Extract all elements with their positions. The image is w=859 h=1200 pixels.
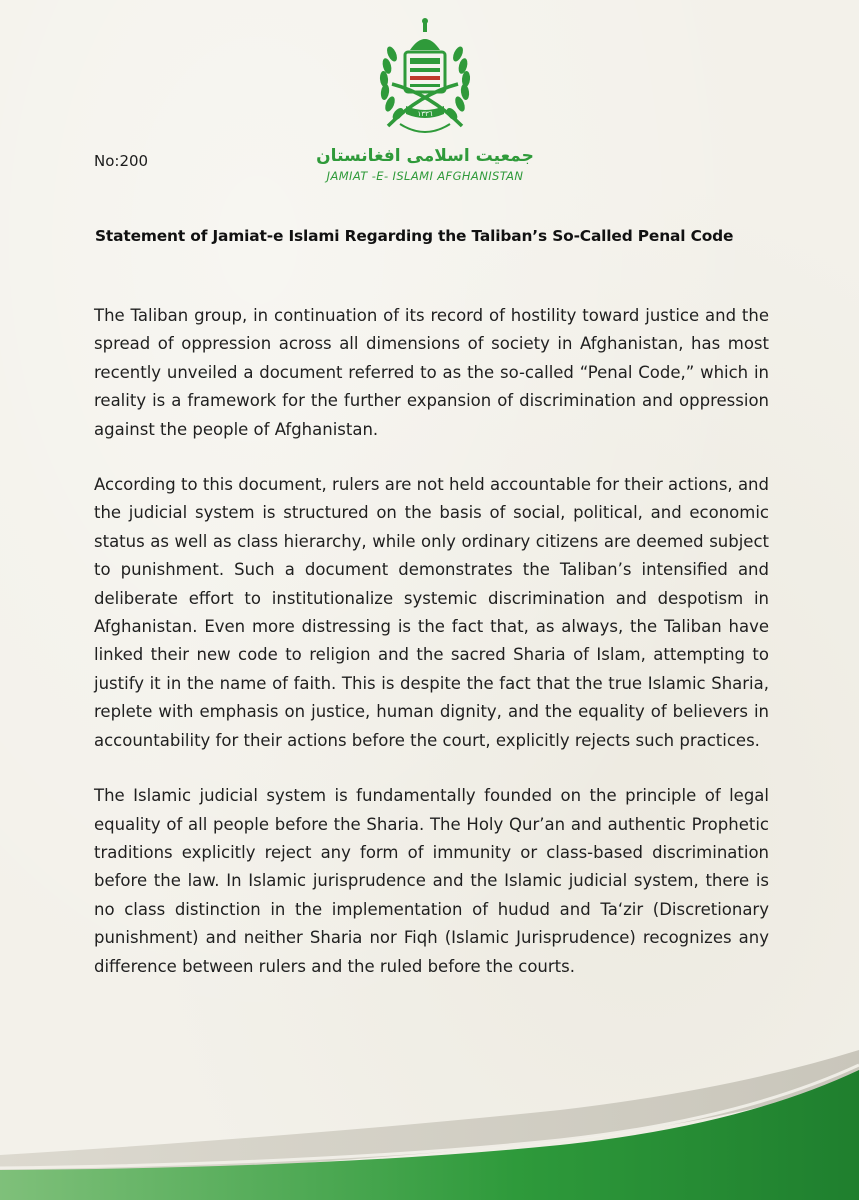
svg-text:١٣٣٦: ١٣٣٦: [417, 110, 433, 118]
paragraph-1: The Taliban group, in continuation of its record of hostility toward justice and the spread of oppression across all dimensions of society in Afghanistan, has most recently unveiled a document referred to as the so-called “Penal Code,” which in reality is a framework for the further expansion of discrimination and oppression against the people of Afghanistan.: [94, 306, 769, 439]
footer-wave-decoration: [0, 1040, 859, 1200]
jamiat-emblem-icon: [370, 14, 480, 149]
statement-body: [94, 302, 769, 1008]
organization-name-english: JAMIAT -E- ISLAMI AFGHANISTAN: [326, 169, 524, 183]
organization-name-arabic: جمعیت اسلامی افغانستان: [316, 146, 534, 166]
document-number: No:200: [94, 152, 149, 170]
statement-title: Statement of Jamiat-e Islami Regarding the Taliban’s So-Called Penal Code: [95, 227, 734, 245]
paragraph-2: According to this document, rulers are not held accountable for their actions, and the judicial system is structured on the basis of social, political, and economic status as well as class hierarchy, while only ordinary citizens are deemed subject to punishment. Such a document demonstrates the Taliban’s intensified and deliberate effort to institutionalize systemic discrimination and despotism in Afghanistan. Even more distressing is the fact that, as always, the Taliban have linked their new code to religion and the sacred Sharia of Islam, attempting to justify it in the name of faith. This is despite the fact that the true Islamic Sharia, replete with emphasis on justice, human dignity, and the equality of believers in accountability for their actions before the court, explicitly rejects such practices.: [94, 475, 769, 750]
paragraph-3: The Islamic judicial system is fundamentally founded on the principle of legal equality of all people before the Sharia. The Holy Qur’an and authentic Prophetic traditions explicitly reject any form of immunity or class-based discrimination before the law. In Islamic jurisprudence and the Islamic judicial system, there is no class distinction in the implementation of hudud and Ta‘zir (Discretionary punishment) and neither Sharia nor Fiqh (Islamic Jurisprudence) recognizes any difference between rulers and the ruled before the courts.: [94, 786, 769, 976]
